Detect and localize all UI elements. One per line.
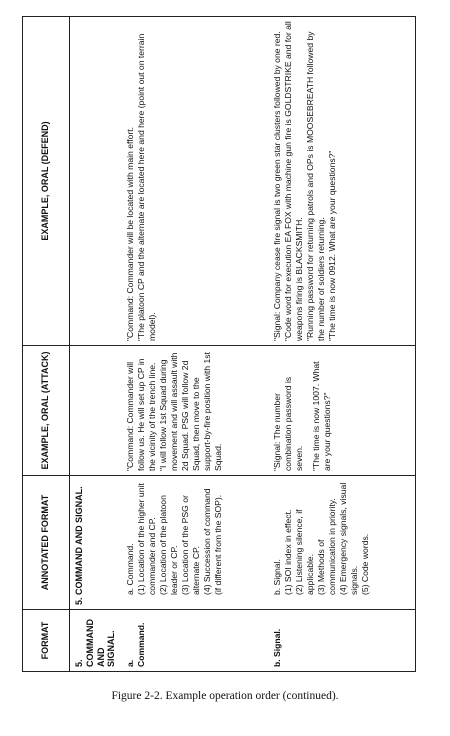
attack-command-text: "I will follow 1st Squad during movement and will assault with 2d Squad. PSG will follow 2d Squad, then move to the support-by-fire position with 1st Squad. [158,352,224,471]
figure-caption: Figure 2-2. Example operation order (continued). [111,690,339,702]
annotated-cell-section [70,476,122,610]
defend-command-text: "The platoon CP and the alternate are located here and here (point out on terrain model). [136,33,158,341]
operation-order-table [22,16,416,672]
format-section-title: 5. COMMAND AND SIGNAL. [74,619,117,667]
annotated-command-head: a. Command. [125,543,136,595]
attack-cell-signal [268,346,416,476]
format-cell-command [121,610,268,672]
annotated-signal-item: (3) Methods of communication in priority. [316,498,337,595]
header-example-defend: EXAMPLE, ORAL (DEFEND) [23,17,70,346]
table-row-section [70,17,122,672]
rotated-table-container [22,16,416,672]
defend-signal-text: "Signal: Company cease fire signal is two green star clusters followed by one red. [272,31,282,341]
format-command-label: a. Command. [125,622,147,667]
annotated-signal-item: (2) Listening silence, if applicable. [294,509,315,595]
annotated-command-item: (1) Location of the higher unit commander and CP. [136,483,158,595]
header-example-attack: EXAMPLE, ORAL (ATTACK) [23,346,70,476]
defend-cell-section [70,17,122,346]
defend-cell-command [121,17,268,346]
attack-signal-text: "The time is now 1007. What are your questions?" [311,361,332,471]
annotated-signal-item: (1) SOI index in effect. [283,509,293,595]
annotated-signal-item: (5) Code words. [360,533,370,595]
defend-signal-text: "Running password for returning patrols and OPs is MOOSEBREATH followed by the number of soldiers returning. [305,31,326,341]
attack-signal-text: "Signal: The number combination password is seven. [272,376,304,471]
attack-command-text: "Command: Commander will follow us. He will set up CP in the vicinity of the trench line. [125,358,158,471]
defend-command-text: "Command: Commander will be located with main effort. [125,126,136,341]
header-format: FORMAT [23,610,70,672]
annotated-command-item: (2) Location of the platoon leader or CP. [158,495,180,595]
annotated-command-item: (4) Succession of command (if different from the SOP). [202,488,224,595]
defend-cell-signal [268,17,416,346]
defend-signal-text: "The time is now 0912. What are your questions?" [327,150,337,341]
annotated-cell-signal [268,476,416,610]
annotated-signal-item: (4) Emergency signals, visual signals. [338,482,359,595]
attack-cell-section [70,346,122,476]
annotated-command-item: (3) Location of the PSG or alternate CP. [180,495,202,595]
format-cell-section [70,610,122,672]
defend-signal-text: "Code word for execution EA FOX with machine gun fire is GOLDSTRIKE and for all weapons firing is BLACKSMITH. [283,21,304,341]
attack-cell-command [121,346,268,476]
format-cell-signal [268,610,416,672]
format-signal-label: b. Signal. [272,628,282,667]
header-annotated-format: ANNOTATED FORMAT [23,476,70,610]
annotated-signal-head: b. Signal. [272,559,282,595]
annotated-cell-command [121,476,268,610]
table-row-signal [268,17,416,672]
annotated-section-title: 5. COMMAND AND SIGNAL. [74,486,84,605]
table-row-command [121,17,268,672]
